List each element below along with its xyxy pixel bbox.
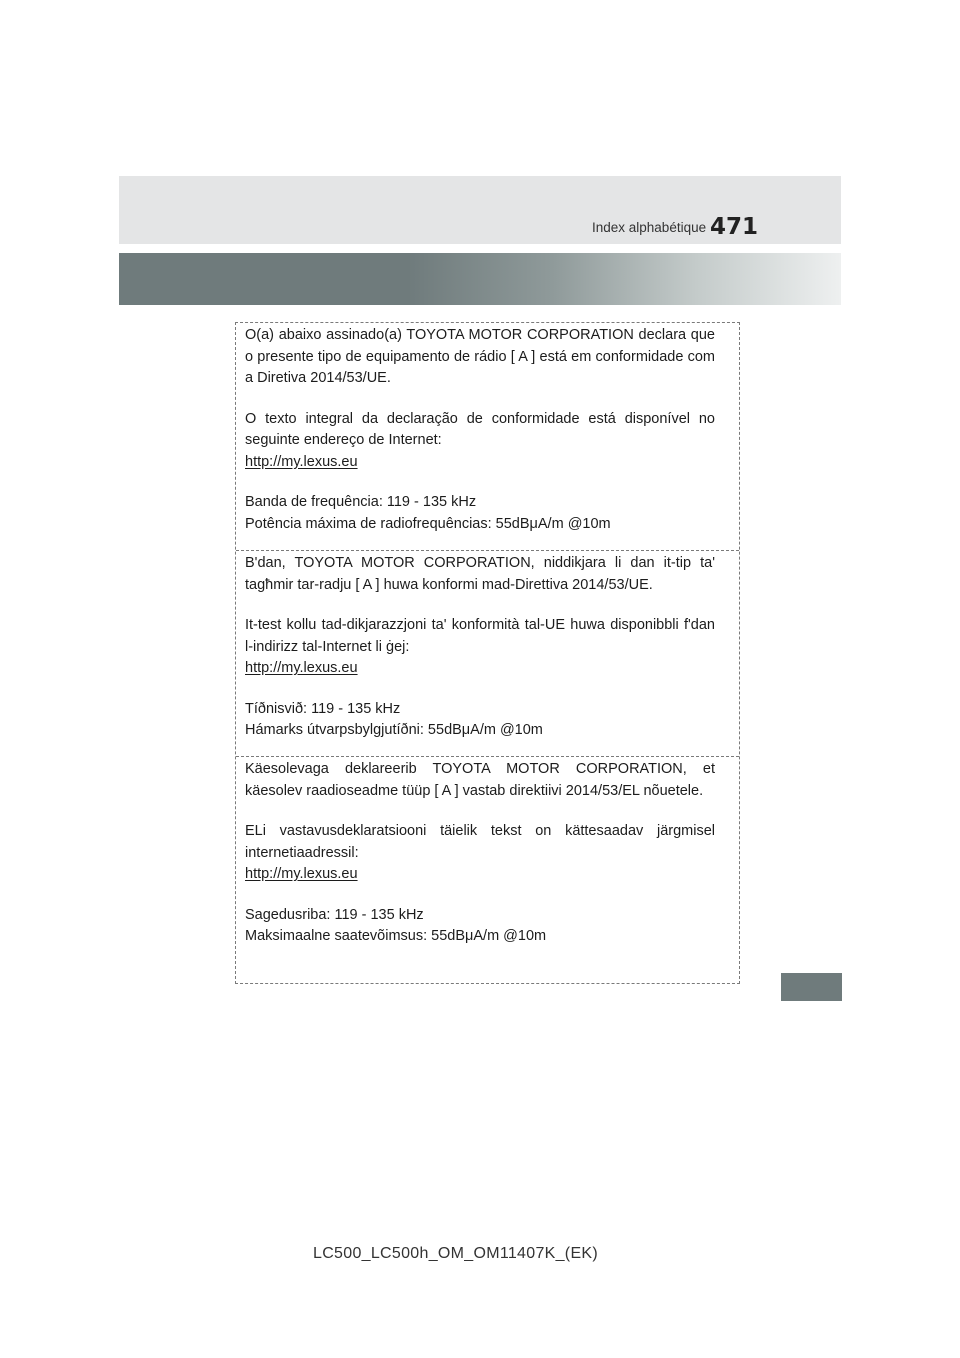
page-number: 471 [710, 214, 759, 240]
declaration-url-link[interactable]: http://my.lexus.eu [245, 866, 358, 882]
declaration-portuguese [236, 323, 739, 551]
max-power: Potência máxima de radiofrequências: 55dBμA/m @10m [245, 515, 611, 532]
declaration-intro: Käesolevaga deklareerib TOYOTA MOTOR CORPORATION, et käesolev raadioseadme tüüp [ A ] vastab direktiivi 2014/53/EL nõuetele. [245, 761, 715, 799]
chapter-side-tab [781, 973, 842, 1001]
declaration-fulltext-note: O texto integral da declaração de conformidade está disponível no seguinte endereço de Internet: [245, 410, 715, 448]
declaration-fulltext-note: It-test kollu tad-dikjarazzjoni ta' konformità tal-UE huwa disponibbli f'dan l-indirizz tal-Internet li ġej: [245, 617, 715, 655]
declaration-intro: B'dan, TOYOTA MOTOR CORPORATION, niddikjara li dan it-tip ta' tagħmir tar-radju [ A ] huwa konformi mad-Direttiva 2014/53/UE. [245, 555, 715, 593]
max-power: Hámarks útvarpsbylgjutíðni: 55dBμA/m @10m [245, 722, 543, 738]
declaration-url-link[interactable]: http://my.lexus.eu [245, 453, 358, 470]
max-power: Maksimaalne saatevõimsus: 55dBμA/m @10m [245, 928, 547, 944]
section-title: Index alphabétique [592, 220, 707, 235]
declaration-estonian [236, 757, 739, 983]
chapter-gradient-bar [119, 253, 841, 305]
declaration-maltese [236, 551, 739, 757]
manual-code: LC500_LC500h_OM_OM11407K_(EK) [313, 1245, 599, 1262]
declaration-fulltext-note: ELi vastavusdeklaratsiooni täielik tekst on kättesaadav järgmisel internetiaadressil: [245, 823, 715, 861]
declaration-box [235, 322, 740, 984]
frequency-band: Tíðnisvið: 119 - 135 kHz [245, 700, 401, 717]
frequency-band: Banda de frequência: 119 - 135 kHz [245, 494, 477, 510]
frequency-band: Sagedusriba: 119 - 135 kHz [245, 906, 424, 923]
declaration-url-link[interactable]: http://my.lexus.eu [245, 660, 358, 676]
declaration-intro: O(a) abaixo assinado(a) TOYOTA MOTOR CORPORATION declara que o presente tipo de equipamento de rádio [ A ] está em conformidade com a Diretiva 2014/53/UE. [245, 327, 715, 386]
